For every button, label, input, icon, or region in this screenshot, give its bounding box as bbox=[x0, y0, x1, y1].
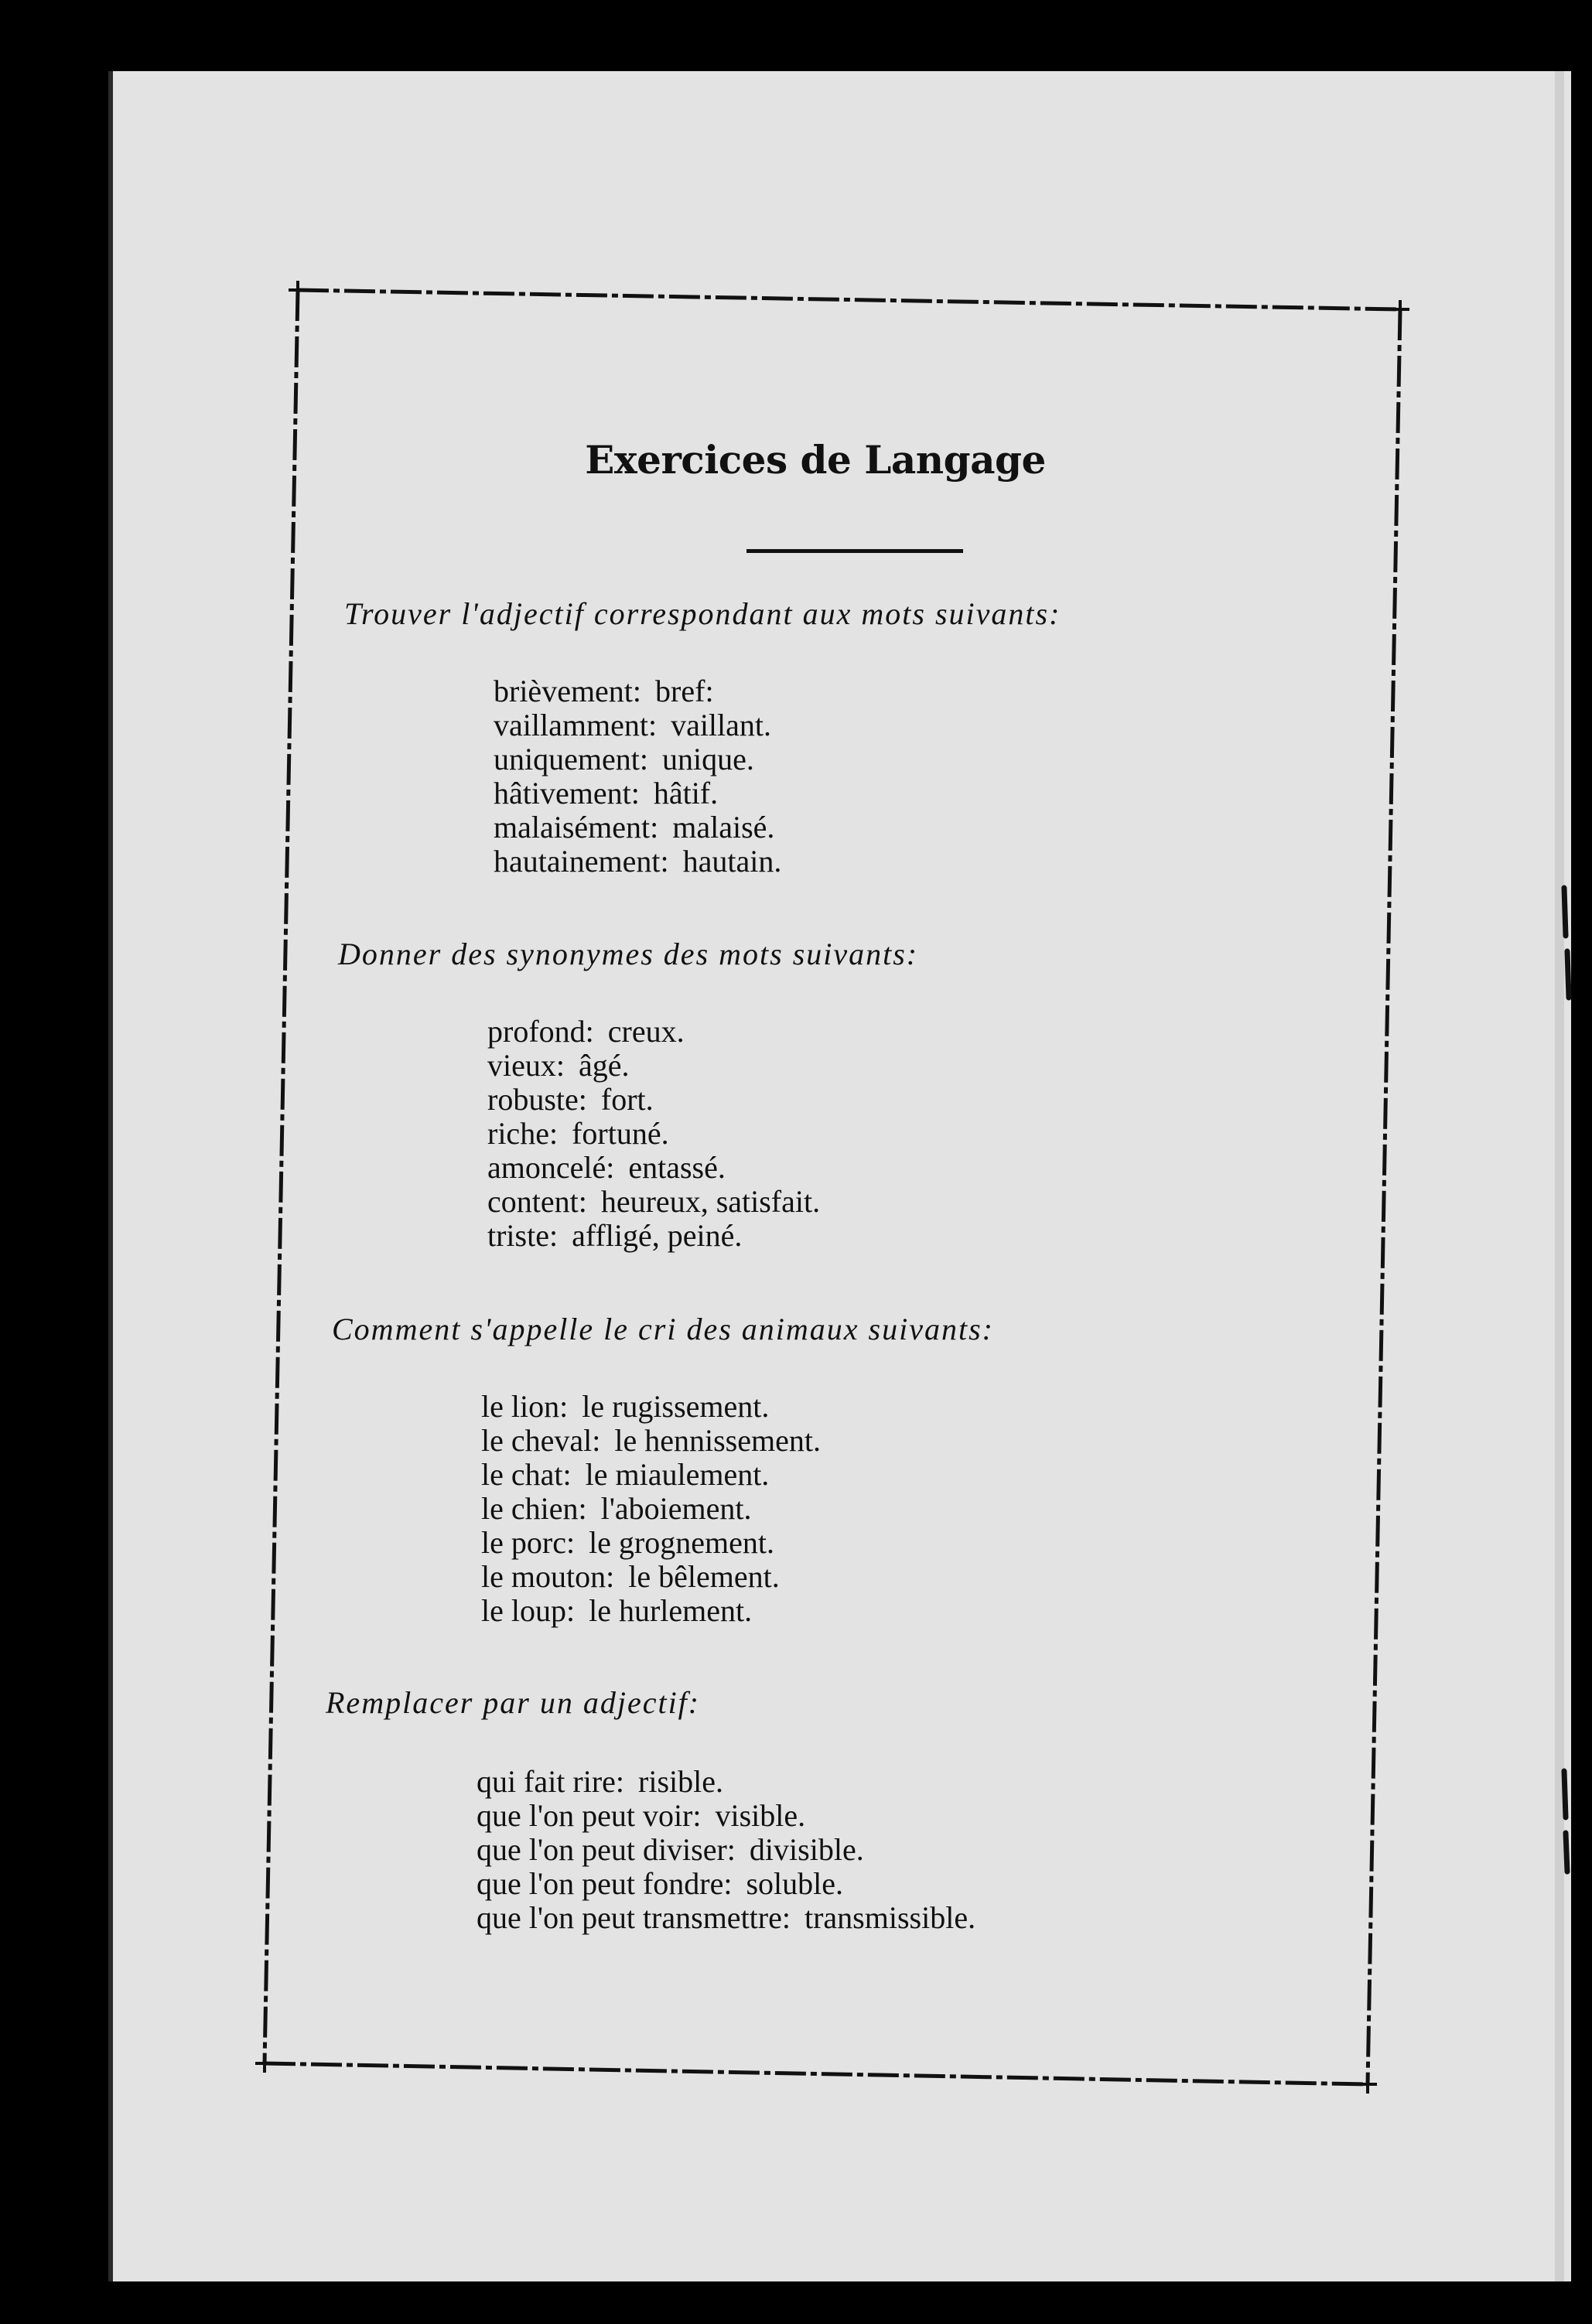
item-term: vieux: bbox=[487, 1048, 565, 1083]
item-answer: bref: bbox=[655, 674, 714, 708]
item-answer: unique. bbox=[661, 742, 754, 776]
section-heading: Trouver l'adjectif correspondant aux mots suivants: bbox=[344, 596, 1061, 631]
item-term: le lion: bbox=[481, 1389, 569, 1424]
item-term: vaillamment: bbox=[494, 708, 658, 742]
item-answer: vaillant. bbox=[671, 708, 772, 742]
list-item bbox=[494, 674, 781, 708]
item-answer: malaisé. bbox=[672, 810, 775, 845]
item-answer: âgé. bbox=[578, 1048, 630, 1083]
list-item bbox=[477, 1901, 975, 1935]
list-item bbox=[477, 1867, 975, 1901]
list-item bbox=[487, 1219, 820, 1253]
section-list-synonymes bbox=[487, 1015, 820, 1253]
item-answer: le miaulement. bbox=[585, 1457, 770, 1492]
item-answer: entassé. bbox=[628, 1150, 726, 1185]
list-item bbox=[487, 1151, 820, 1185]
item-term: le chat: bbox=[481, 1457, 572, 1492]
list-item bbox=[481, 1458, 821, 1492]
item-answer: divisible. bbox=[749, 1832, 864, 1867]
list-item bbox=[481, 1492, 821, 1526]
item-answer: risible. bbox=[638, 1764, 724, 1799]
item-term: que l'on peut voir: bbox=[477, 1798, 702, 1833]
item-answer: heureux, satisfait. bbox=[600, 1184, 821, 1219]
item-answer: creux. bbox=[607, 1014, 685, 1049]
item-answer: hâtif. bbox=[653, 776, 719, 810]
item-term: malaisément: bbox=[494, 810, 659, 845]
item-answer: le bêlement. bbox=[628, 1559, 780, 1594]
item-term: que l'on peut diviser: bbox=[477, 1832, 736, 1867]
item-answer: hautain. bbox=[682, 844, 782, 879]
item-answer: transmissible. bbox=[804, 1900, 976, 1935]
title-underline bbox=[746, 549, 963, 553]
list-item bbox=[481, 1526, 821, 1560]
item-answer: l'aboiement. bbox=[600, 1491, 752, 1526]
list-item bbox=[494, 810, 781, 845]
list-item bbox=[494, 776, 781, 810]
item-answer: le hurlement. bbox=[589, 1593, 753, 1628]
section-cris-animaux bbox=[332, 1311, 994, 1347]
list-item bbox=[487, 1015, 820, 1049]
list-item bbox=[477, 1799, 975, 1833]
section-list-cris-animaux bbox=[481, 1390, 821, 1628]
item-term: hâtivement: bbox=[494, 776, 640, 810]
list-item bbox=[494, 742, 781, 776]
item-term: que l'on peut transmettre: bbox=[477, 1900, 791, 1935]
item-term: amoncelé: bbox=[487, 1150, 615, 1185]
item-term: triste: bbox=[487, 1218, 559, 1253]
list-item bbox=[477, 1765, 975, 1799]
page-title: Exercices de Langage bbox=[585, 437, 1046, 483]
section-heading: Comment s'appelle le cri des animaux suivants: bbox=[332, 1312, 994, 1346]
item-answer: affligé, peiné. bbox=[572, 1218, 743, 1253]
section-adjectif-remplacement bbox=[326, 1684, 700, 1721]
item-term: content: bbox=[487, 1184, 587, 1219]
list-item bbox=[487, 1083, 820, 1117]
item-term: qui fait rire: bbox=[477, 1764, 625, 1799]
item-term: brièvement: bbox=[494, 674, 642, 708]
item-answer: le grognement. bbox=[589, 1525, 774, 1560]
item-term: riche: bbox=[487, 1116, 559, 1151]
section-list-adjectif-remplacement bbox=[477, 1765, 975, 1935]
item-answer: visible. bbox=[715, 1798, 806, 1833]
item-answer: le rugissement. bbox=[582, 1389, 770, 1424]
list-item bbox=[494, 708, 781, 742]
section-heading: Donner des synonymes des mots suivants: bbox=[338, 937, 919, 971]
item-term: le cheval: bbox=[481, 1423, 601, 1458]
section-heading: Remplacer par un adjectif: bbox=[326, 1685, 701, 1720]
list-item bbox=[481, 1390, 821, 1424]
item-term: hautainement: bbox=[494, 844, 669, 879]
item-answer: fortuné. bbox=[572, 1116, 669, 1151]
item-answer: fort. bbox=[600, 1082, 654, 1117]
list-item bbox=[481, 1560, 821, 1594]
list-item bbox=[487, 1049, 820, 1083]
list-item bbox=[487, 1185, 820, 1219]
item-answer: soluble. bbox=[746, 1866, 843, 1901]
section-synonymes bbox=[338, 936, 918, 972]
item-term: uniquement: bbox=[494, 742, 648, 776]
item-term: profond: bbox=[487, 1014, 594, 1049]
item-term: le loup: bbox=[481, 1593, 576, 1628]
list-item bbox=[481, 1424, 821, 1458]
section-list-adjectifs bbox=[494, 674, 781, 879]
list-item bbox=[487, 1117, 820, 1151]
list-item bbox=[481, 1594, 821, 1628]
item-term: le chien: bbox=[481, 1491, 587, 1526]
item-term: que l'on peut fondre: bbox=[477, 1866, 733, 1901]
item-answer: le hennissement. bbox=[614, 1423, 821, 1458]
item-term: le porc: bbox=[481, 1525, 576, 1560]
list-item bbox=[477, 1833, 975, 1867]
item-term: robuste: bbox=[487, 1082, 587, 1117]
section-adjectifs bbox=[344, 596, 1061, 632]
list-item bbox=[494, 845, 781, 879]
item-term: le mouton: bbox=[481, 1559, 615, 1594]
